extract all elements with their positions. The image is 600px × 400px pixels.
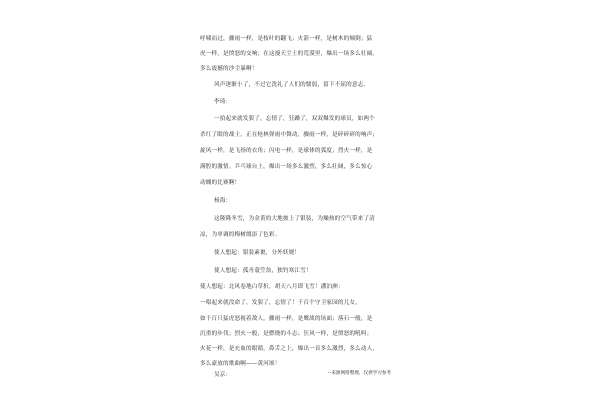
text-line: 动魄的比赛啊！ (200, 180, 241, 186)
text-line: 风声逐渐小了，不过它洗礼了人们的懦弱，留下不屈的意志。 (214, 82, 370, 88)
text-line: 虎一样，是愤怒的交响；在这漫天尘土的荒漠里，爆出一场多么壮阔、 (200, 51, 379, 57)
text-line: 凉，为单调的梅树缀添了色彩。 (200, 232, 281, 238)
source-footer: --来源网络整理，仅供学习参考 (328, 371, 392, 376)
speaker-label: 吴京： (214, 372, 232, 378)
text-line: 使人想起：银装素裹，分外妖娆！ (214, 250, 301, 256)
text-line: 火花一样，是充血的眼睛，鼻舌之上，爆出一首多么激烈，多么动人， (200, 346, 379, 352)
text-line: 多么豪放的歌曲啊——黄河颂！ (200, 361, 281, 367)
text-line: 这隆隆冬雪，为金黄的大地披上了银装，为燥热的空气带来了清 (214, 216, 375, 222)
text-line: 使人想起：北风卷地白草折，胡天八月即飞雪！潘泊洲： (200, 284, 344, 290)
text-line: 一唱起来就没命了，发狠了，忘情了！千百个守卫家园的儿女， (200, 300, 361, 306)
text-line: 杀红了眼的战士，正在枪林弹雨中舞动，骤雨一样，是碎碎碎的响声； (200, 132, 379, 138)
text-line: 如千百只猛虎怒视着敌人，骤雨一样，是鹰战的场面；落石一般，是 (200, 316, 373, 322)
speaker-label: 杨海： (214, 198, 232, 204)
text-line: 一拍起来就发狠了，忘情了，狂躁了，双双爆发的球员，如两个 (214, 116, 375, 122)
text-line: 使人想起：孤舟蓑笠翁，独钓寒江雪！ (214, 268, 312, 274)
text-line: 呼啸而过，骤雨一样，是枝叶的翻飞；火箭一样，是树木的倾倒；猛 (200, 36, 373, 42)
text-line: 多么震撼的沙尘暴啊！ (200, 66, 258, 72)
text-line: 沉重的步伐；烈火一般，是燃烧的斗志；狂风一样，是愤怒的吼叫； (200, 331, 373, 337)
text-line: 旋风一样，是飞扬的衣角；闪电一样，是球体的弧度；烈火一样，是 (200, 148, 373, 154)
text-line: 满腔的激情。乒乓球台上，爆出一场多么激烈，多么壮阔，多么惊心 (200, 164, 373, 170)
speaker-label: 李琦： (214, 99, 232, 105)
